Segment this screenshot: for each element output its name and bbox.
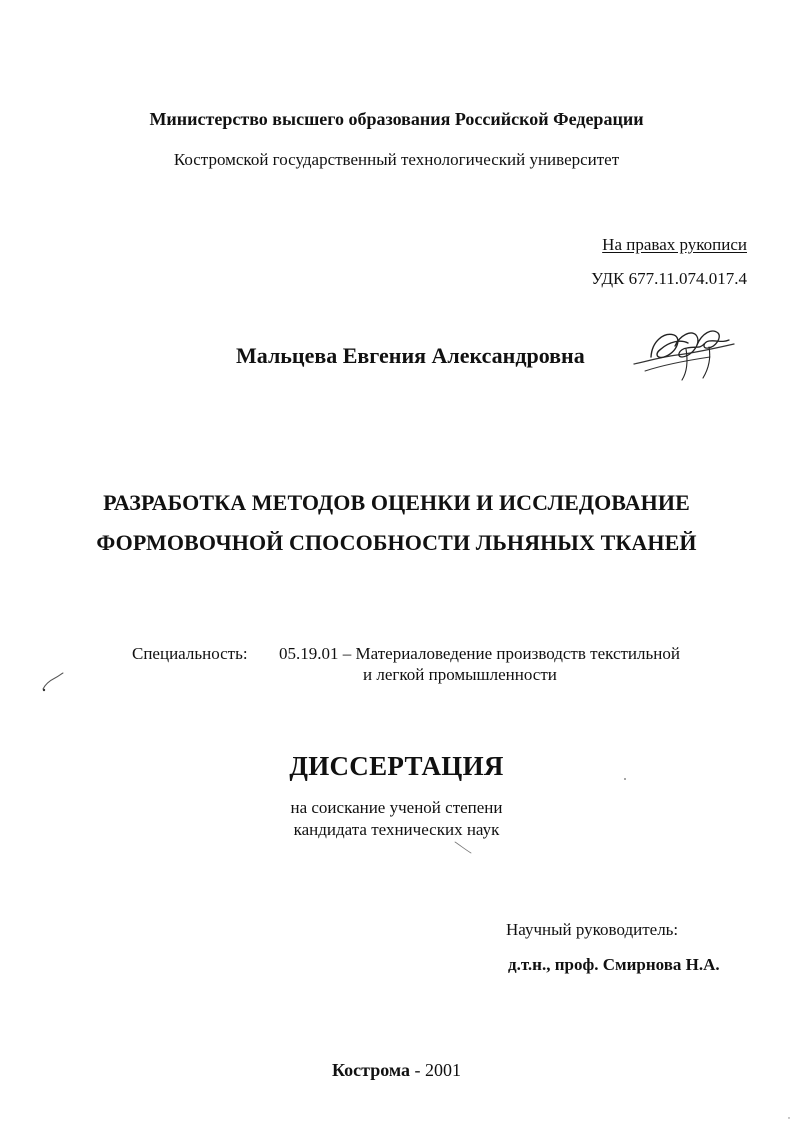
degree-line: кандидата технических наук <box>293 820 500 839</box>
dissertation-title-line: РАЗРАБОТКА МЕТОДОВ ОЦЕНКИ И ИССЛЕДОВАНИЕ <box>103 490 690 515</box>
ministry-name: Министерство высшего образования Российской Федерации <box>149 109 644 129</box>
specialty-continuation: и легкой промышленности <box>363 665 557 684</box>
udk-code: УДК 677.11.074.017.4 <box>591 269 747 288</box>
place-and-year <box>0 1061 793 1079</box>
specialty-code-line: 05.19.01 – Материаловедение производств текстильной <box>279 644 680 663</box>
advisor-name: д.т.н., проф. Смирнова Н.А. <box>508 955 720 974</box>
specialty-label: Специальность: <box>132 644 248 663</box>
place-year-separator: - <box>410 1060 425 1080</box>
dissertation-title-line: ФОРМОВОЧНОЙ СПОСОБНОСТИ ЛЬНЯНЫХ ТКАНЕЙ <box>96 530 697 555</box>
degree-line: на соискание ученой степени <box>290 798 503 817</box>
publication-city: Кострома <box>331 1060 410 1080</box>
author-signature-icon <box>630 322 740 386</box>
manuscript-rights-note: На правах рукописи <box>602 235 747 254</box>
university-name: Костромской государственный технологический университет <box>173 150 620 169</box>
author-name: Мальцева Евгения Александровна <box>236 343 585 368</box>
publication-year: 2001 <box>425 1060 461 1080</box>
advisor-label: Научный руководитель: <box>506 920 679 939</box>
work-type-title: ДИССЕРТАЦИЯ <box>289 751 504 781</box>
